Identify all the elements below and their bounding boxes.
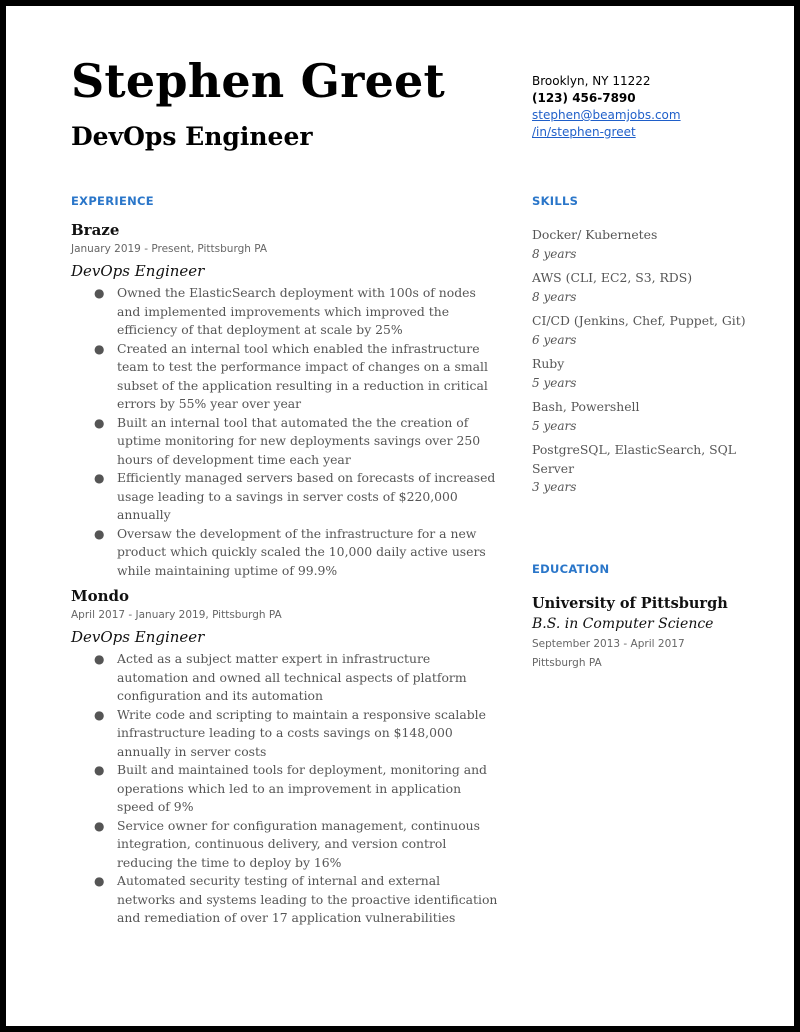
bullet-text: Created an internal tool which enabled the infrastructure team to test the performance impact of changes on a small subset of the application resulting in a reduction in critical errors by 55% year over year — [117, 340, 488, 411]
experience-section — [71, 220, 501, 934]
skill-years: 3 years — [532, 480, 577, 494]
bullet-text: Built and maintained tools for deployment, monitoring and operations which led to an improvement in application speed of 9% — [117, 762, 487, 814]
contact-phone: (123) 456-7890 — [532, 91, 636, 105]
skill-item — [532, 355, 772, 392]
job-bullets — [71, 284, 501, 580]
candidate-title: DevOps Engineer — [71, 122, 313, 151]
bullet-dot-icon: ● — [94, 707, 105, 722]
bullet-text: Oversaw the development of the infrastructure for a new product which quickly scaled the 10,000 daily active users while maintaining uptime of 99.9% — [117, 525, 486, 578]
skill-item — [532, 312, 772, 349]
bullet-dot-icon: ● — [94, 415, 105, 430]
skill-name: CI/CD (Jenkins, Chef, Puppet, Git) — [532, 313, 746, 328]
contact-location: Brooklyn, NY 11222 — [532, 74, 651, 88]
bullet-item — [71, 872, 501, 928]
bullet-item — [71, 650, 501, 706]
skill-item — [532, 398, 772, 435]
job-meta: January 2019 - Present, Pittsburgh PA — [71, 243, 268, 255]
bullet-text: Built an internal tool that automated the the creation of uptime monitoring for new deployments savings over 250 hours of development time each year — [117, 414, 481, 467]
skill-name: PostgreSQL, ElasticSearch, SQL Server — [532, 442, 737, 476]
bullet-item — [71, 340, 501, 414]
resume-page — [6, 6, 794, 1026]
education-location: Pittsburgh PA — [532, 657, 602, 669]
skill-years: 6 years — [532, 332, 577, 347]
skill-name: Ruby — [532, 356, 565, 371]
bullet-text: Automated security testing of internal and external networks and systems leading to the proactive identification and remediation of over 17 application vulnerabilities — [117, 873, 498, 925]
job-role: DevOps Engineer — [71, 262, 205, 280]
job-company: Mondo — [71, 587, 130, 605]
skills-heading: SKILLS — [532, 194, 579, 208]
job-meta: April 2017 - January 2019, Pittsburgh PA — [71, 609, 282, 621]
education-heading: EDUCATION — [532, 562, 610, 576]
candidate-name: Stephen Greet — [71, 54, 445, 108]
skill-item — [532, 226, 772, 263]
contact-block — [532, 73, 772, 141]
bullet-item — [71, 761, 501, 817]
education-section — [532, 593, 772, 673]
bullet-dot-icon: ● — [94, 652, 105, 666]
skill-item — [532, 269, 772, 306]
skill-item — [532, 441, 772, 497]
bullet-dot-icon: ● — [94, 763, 105, 777]
bullet-dot-icon: ● — [94, 471, 105, 485]
bullet-text: Service owner for configuration management, continuous integration, continuous delivery, and version control reducing the time to deploy by 16% — [117, 817, 481, 870]
bullet-item — [71, 284, 501, 340]
skill-years: 8 years — [532, 246, 577, 261]
bullet-item — [71, 414, 501, 470]
skill-years: 5 years — [532, 418, 577, 433]
bullet-item — [71, 525, 501, 581]
bullet-item — [71, 469, 501, 525]
education-degree: B.S. in Computer Science — [532, 616, 714, 632]
bullet-text: Write code and scripting to maintain a responsive scalable infrastructure leading to a costs savings on $148,000 annually in server costs — [117, 706, 486, 759]
education-dates: September 2013 - April 2017 — [532, 638, 685, 650]
job-entry — [71, 586, 501, 928]
job-entry — [71, 220, 501, 580]
contact-linkedin-link[interactable]: /in/stephen-greet — [532, 125, 636, 139]
bullet-item — [71, 706, 501, 762]
job-company: Braze — [71, 221, 120, 239]
contact-email-link[interactable]: stephen@beamjobs.com — [532, 108, 681, 122]
bullet-text: Acted as a subject matter expert in infrastructure automation and owned all technical aspects of platform configuration and its automation — [117, 651, 467, 703]
skill-name: AWS (CLI, EC2, S3, RDS) — [532, 270, 693, 285]
bullet-item — [71, 817, 501, 873]
bullet-text: Owned the ElasticSearch deployment with 100s of nodes and implemented improvements which improved the efficiency of that deployment at scale by 25% — [117, 285, 476, 337]
bullet-dot-icon: ● — [94, 286, 105, 300]
skill-years: 5 years — [532, 375, 577, 390]
job-bullets — [71, 650, 501, 928]
job-role: DevOps Engineer — [71, 628, 205, 646]
bullet-text: Efficiently managed servers based on forecasts of increased usage leading to a savings in server costs of $220,000 annually — [117, 470, 496, 522]
skills-section — [532, 226, 772, 503]
experience-heading: EXPERIENCE — [71, 194, 154, 208]
bullet-dot-icon: ● — [94, 526, 105, 541]
education-school: University of Pittsburgh — [532, 595, 728, 612]
bullet-dot-icon: ● — [94, 874, 105, 888]
bullet-dot-icon: ● — [94, 818, 105, 833]
skill-name: Docker/ Kubernetes — [532, 227, 658, 242]
bullet-dot-icon: ● — [94, 341, 105, 356]
skill-years: 8 years — [532, 289, 577, 304]
skill-name: Bash, Powershell — [532, 399, 640, 414]
